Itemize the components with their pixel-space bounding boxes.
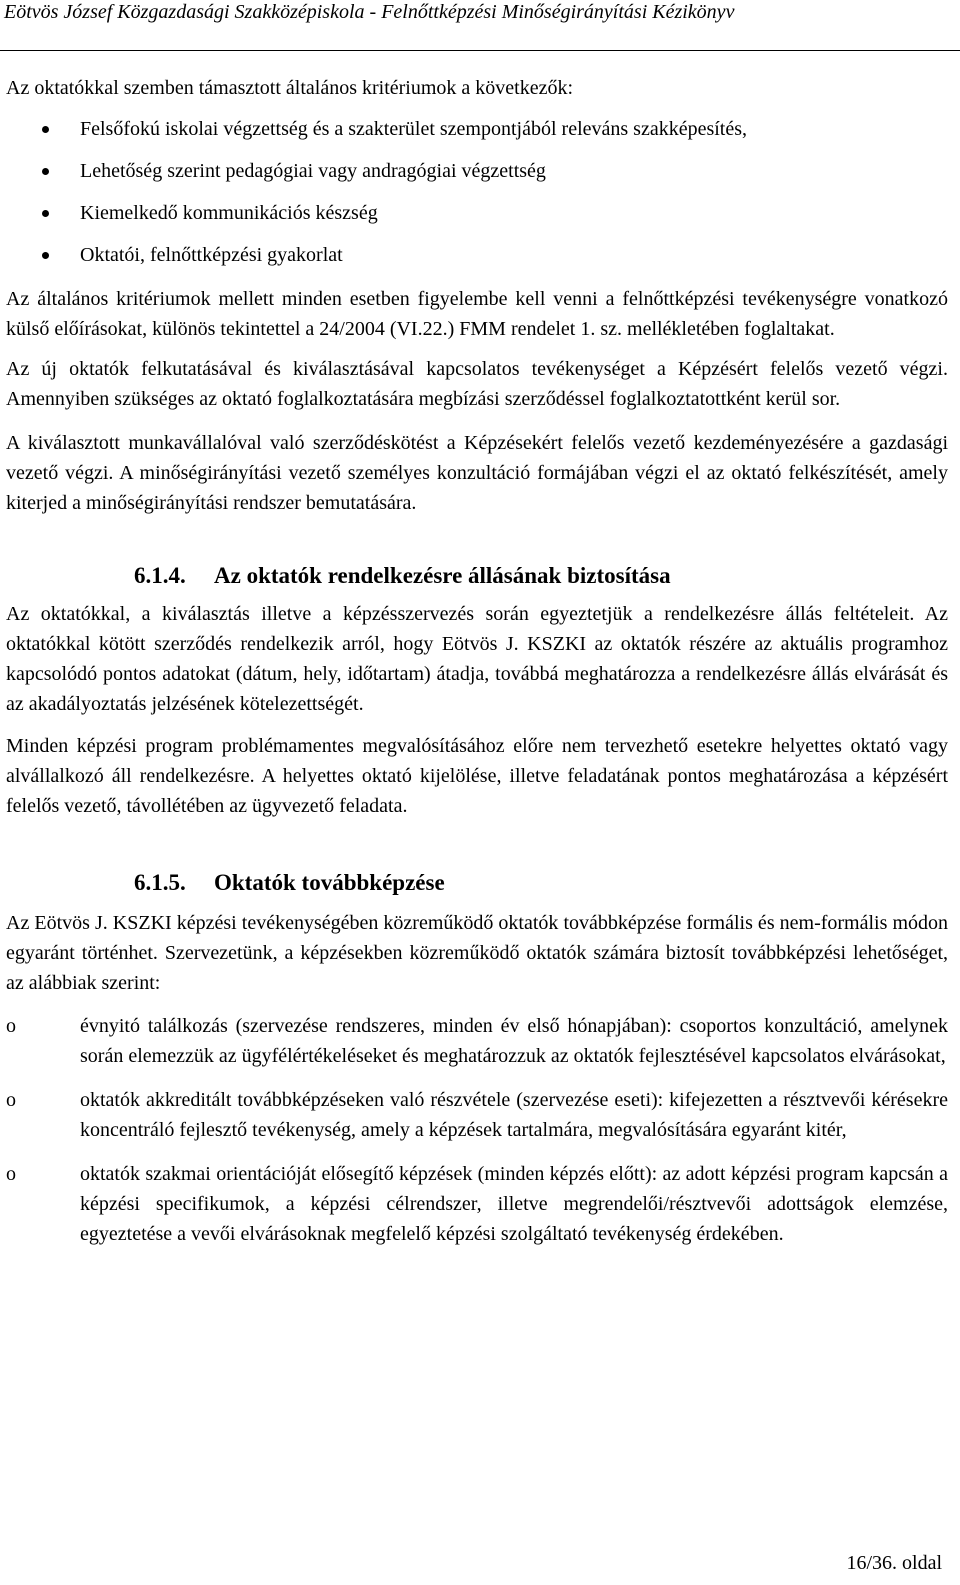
- page-number: 16/36. oldal: [846, 1552, 942, 1574]
- training-item: [6, 1011, 948, 1071]
- page-header: [0, 0, 960, 51]
- recruitment-paragraph: Az új oktatók felkutatásával és kiválasztásával kapcsolatos tevékenységet a Képzésért felelős vezető végzi. Amennyiben szükséges az oktató foglalkoztatására megbízási szerződéssel foglalkoztatottként kerül sor.: [6, 358, 948, 410]
- criteria-item-text: Lehetőség szerint pedagógiai vagy andragógiai végzettség: [80, 160, 546, 182]
- section-number: 6.1.5.: [134, 870, 186, 895]
- bullet-icon: [42, 126, 49, 133]
- criteria-item: [6, 156, 948, 186]
- availability-paragraph-1: Az oktatókkal, a kiválasztás illetve a képzésszervezés során egyeztetjük a rendelkezésre állás feltételeit. Az oktatókkal kötött szerződés rendelkezik arról, hogy Eötvös J. KSZKI az oktatók részére az aktuális programhoz kapcsolódó pontos adatokat (dátum, hely, időtartam) átadja, továbbá meghatározza a rendelkezésre állás elvárását és az akadályoztatás jelzésének kötelezettségét.: [6, 603, 948, 715]
- section-title: Az oktatók rendelkezésre állásának biztosítása: [214, 563, 671, 588]
- circle-bullet-icon: o: [6, 1163, 16, 1185]
- criteria-list: [6, 114, 948, 270]
- training-item: [6, 1159, 948, 1249]
- training-item-text: oktatók szakmai orientációját elősegítő képzések (minden képzés előtt): az adott képzési program kapcsán a képzési specifikumok, a képzési célrendszer, illetve megrendelői/résztvevői adottságok elemzése, egyeztetése a vevői elvárásoknak megfelelő képzési szolgáltató tevékenység érdekében.: [80, 1163, 948, 1245]
- training-item-text: oktatók akkreditált továbbképzéseken való részvétele (szervezése eseti): kifejezetten a résztvevői kérésekre koncentráló fejlesztő tevékenység, amely a képzések tartalmára, megvalósítására egyaránt kitér,: [80, 1089, 948, 1141]
- section-number: 6.1.4.: [134, 563, 186, 588]
- criteria-item-text: Oktatói, felnőttképzési gyakorlat: [80, 244, 343, 266]
- criteria-item: [6, 114, 948, 144]
- circle-bullet-icon: o: [6, 1089, 16, 1111]
- section-title: Oktatók továbbképzése: [214, 870, 445, 895]
- training-item: [6, 1085, 948, 1145]
- bullet-icon: [42, 168, 49, 175]
- section-heading-availability: [6, 561, 948, 591]
- criteria-item: [6, 240, 948, 270]
- section-heading-training: [6, 868, 948, 898]
- training-item-text: évnyitó találkozás (szervezése rendszeres, minden év első hónapjában): csoportos konzultáció, amelynek során elemezzük az ügyfélértékeléseket és meghatározzuk az oktatók fejlesztésével kapcsolatos elvárásokat,: [80, 1015, 948, 1067]
- header-title: Eötvös József Közgazdasági Szakközépiskola - Felnőttképzési Minőségirányítási Kézikönyv: [4, 1, 735, 23]
- criteria-item-text: Felsőfokú iskolai végzettség és a szakterület szempontjából releváns szakképesítés,: [80, 118, 748, 140]
- training-paragraph: Az Eötvös J. KSZKI képzési tevékenységében közreműködő oktatók továbbképzése formális és nem-formális módon egyaránt történhet. Szervezetünk, a képzésekben közreműködő oktatók számára biztosít továbbképzési lehetőséget, az alábbiak szerint:: [6, 912, 948, 994]
- circle-bullet-icon: o: [6, 1015, 16, 1037]
- availability-paragraph-2: Minden képzési program problémamentes megvalósításához előre nem tervezhető esetekre helyettes oktató vagy alvállalkozó áll rendelkezésre. A helyettes oktató kijelölése, illetve feladatának pontos meghatározása a képzésért felelős vezető, távollétében az ügyvezető feladata.: [6, 735, 948, 817]
- document-body: [6, 73, 948, 1249]
- selection-paragraph: A kiválasztott munkavállalóval való szerződéskötést a Képzésekért felelős vezető kezdeményezésére a gazdasági vezető végzi. A minőségirányítási vezető személyes konzultáció formájában végzi el az oktató felkészítését, amely kiterjed a minőségirányítási rendszer bemutatására.: [6, 432, 948, 514]
- bullet-icon: [42, 252, 49, 259]
- general-criteria-paragraph: Az általános kritériumok mellett minden esetben figyelembe kell venni a felnőttképzési tevékenységre vonatkozó külső előírásokat, különös tekintettel a 24/2004 (VI.22.) FMM rendelet 1. sz. mellékletében foglaltakat.: [6, 288, 948, 340]
- bullet-icon: [42, 210, 49, 217]
- training-list: [6, 1011, 948, 1249]
- criteria-item: [6, 198, 948, 228]
- criteria-item-text: Kiemelkedő kommunikációs készség: [80, 202, 378, 224]
- criteria-lead: Az oktatókkal szemben támasztott általános kritériumok a következők:: [6, 77, 574, 99]
